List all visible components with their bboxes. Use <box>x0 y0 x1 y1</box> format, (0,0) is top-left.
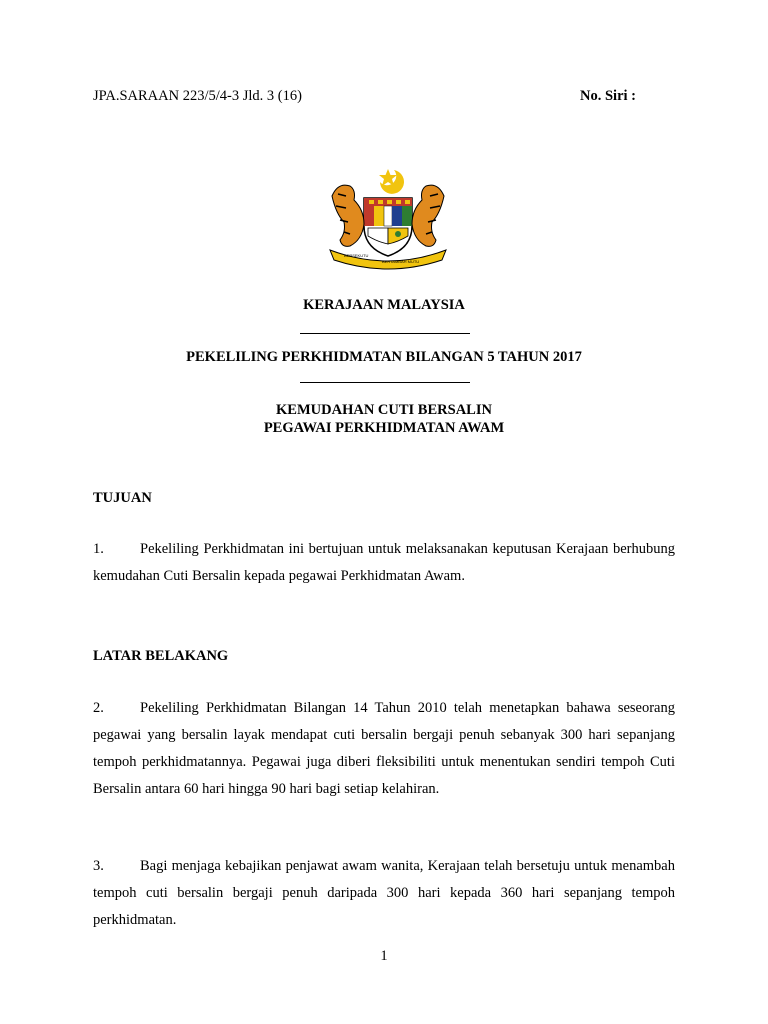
serial-number-label: No. Siri : <box>580 88 636 104</box>
section-heading-purpose: TUJUAN <box>93 490 152 506</box>
svg-text:BERTAMBAH MUTU: BERTAMBAH MUTU <box>382 259 420 264</box>
section-heading-background: LATAR BELAKANG <box>93 648 229 664</box>
subject-line-1: KEMUDAHAN CUTI BERSALIN <box>276 402 492 418</box>
paragraph-3 <box>93 853 675 934</box>
paragraph-number: 1. <box>93 541 104 557</box>
paragraph-number: 2. <box>93 700 104 716</box>
paragraph-number: 3. <box>93 858 104 874</box>
paragraph-text: Pekeliling Perkhidmatan ini bertujuan untuk melaksanakan keputusan Kerajaan berhubung kemudahan Cuti Bersalin kepada pegawai Perkhidmatan Awam. <box>93 541 675 584</box>
paragraph-1 <box>93 536 675 590</box>
government-title: KERAJAAN MALAYSIA <box>303 297 465 313</box>
divider <box>300 333 470 334</box>
paragraph-text: Pekeliling Perkhidmatan Bilangan 14 Tahun 2010 telah menetapkan bahawa seseorang pegawai yang bersalin layak mendapat cuti bersalin bergaji penuh sebanyak 300 hari sepanjang tempoh perkhidmatannya. Pegawai juga diberi fleksibiliti untuk menentukan sendiri tempoh Cuti Bersalin antara 60 hari hingga 90 hari bagi setiap kelahiran. <box>93 700 675 797</box>
paragraph-2 <box>93 695 675 803</box>
coat-of-arms-icon <box>322 166 454 272</box>
svg-text:BERSEKUTU: BERSEKUTU <box>344 253 369 258</box>
page-number: 1 <box>380 948 388 964</box>
divider <box>300 382 470 383</box>
circular-title: PEKELILING PERKHIDMATAN BILANGAN 5 TAHUN 2017 <box>186 349 582 365</box>
reference-number: JPA.SARAAN 223/5/4-3 Jld. 3 (16) <box>93 88 302 104</box>
subject-line-2: PEGAWAI PERKHIDMATAN AWAM <box>263 420 505 436</box>
paragraph-text: Bagi menjaga kebajikan penjawat awam wanita, Kerajaan telah bersetuju untuk menambah tempoh cuti bersalin bergaji penuh daripada 300 hari kepada 360 hari sepanjang tempoh perkhidmatan. <box>93 858 675 928</box>
